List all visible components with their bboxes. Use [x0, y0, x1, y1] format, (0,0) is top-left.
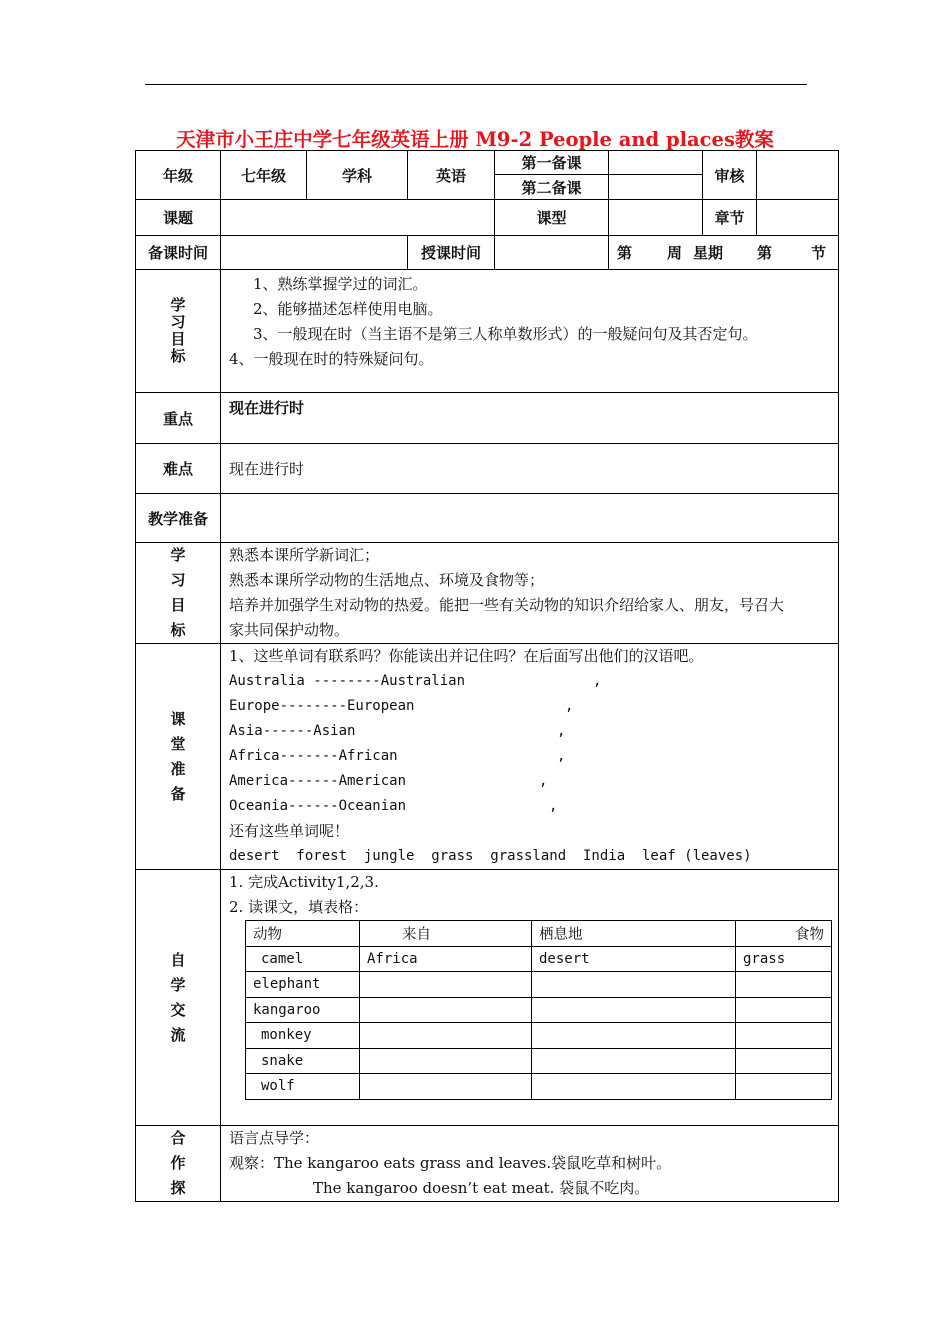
goal-item: 家共同保护动物。	[229, 621, 350, 639]
from-cell[interactable]	[360, 972, 532, 998]
type-label: 课型	[495, 200, 609, 236]
table-row	[246, 997, 832, 1023]
animal-cell: snake	[246, 1048, 360, 1074]
preparation-value[interactable]	[221, 494, 839, 543]
goal-item: 熟悉本课所学动物的生活地点、环境及食物等；	[229, 571, 545, 589]
food-cell[interactable]: grass	[736, 946, 832, 972]
from-cell[interactable]	[360, 1048, 532, 1074]
grade-label: 年级	[136, 151, 221, 200]
table-row	[246, 972, 832, 998]
class-prep-content	[221, 644, 839, 870]
habitat-cell[interactable]	[532, 972, 736, 998]
animal-cell: kangaroo	[246, 997, 360, 1023]
class-prep-label: 课 堂 准 备	[136, 644, 221, 870]
word-pair: Africa-------African ,	[229, 748, 566, 764]
cooperation-observe: 观察：The kangaroo eats grass and leaves.袋鼠吃草和树叶。	[229, 1154, 672, 1172]
from-cell[interactable]	[360, 997, 532, 1023]
prep-time-cell[interactable]	[221, 236, 408, 270]
objective-item: 4、一般现在时的特殊疑问句。	[229, 350, 434, 368]
table-row	[246, 1023, 832, 1049]
grade-value: 七年级	[221, 151, 307, 200]
subject-label: 学科	[307, 151, 408, 200]
cooperation-intro: 语言点导学：	[229, 1129, 320, 1147]
difficulty-value: 现在进行时	[221, 444, 839, 494]
more-words-label: 还有这些单词呢！	[229, 822, 350, 840]
habitat-cell[interactable]	[532, 1074, 736, 1100]
table-header: 食物	[736, 921, 832, 947]
animal-cell: monkey	[246, 1023, 360, 1049]
word-pair: Oceania------Oceanian ,	[229, 798, 558, 814]
table-row	[246, 1048, 832, 1074]
food-cell[interactable]	[736, 1048, 832, 1074]
goals-label: 学 习 目 标	[136, 543, 221, 644]
cooperation-content	[221, 1126, 839, 1202]
second-prep-cell[interactable]	[609, 175, 703, 200]
first-prep-label: 第一备课	[495, 151, 609, 175]
food-cell[interactable]	[736, 997, 832, 1023]
first-prep-cell[interactable]	[609, 151, 703, 175]
preparation-label: 教学准备	[136, 494, 221, 543]
food-cell[interactable]	[736, 1023, 832, 1049]
from-cell[interactable]	[360, 1074, 532, 1100]
table-header: 动物	[246, 921, 360, 947]
animal-cell: elephant	[246, 972, 360, 998]
habitat-cell[interactable]: desert	[532, 946, 736, 972]
subject-value: 英语	[408, 151, 495, 200]
table-row	[246, 1074, 832, 1100]
table-row	[246, 946, 832, 972]
goal-item: 熟悉本课所学新词汇；	[229, 546, 380, 564]
class-prep-intro: 1、这些单词有联系吗？你能读出并记住吗？在后面写出他们的汉语吧。	[229, 647, 704, 665]
from-cell[interactable]	[360, 1023, 532, 1049]
habitat-cell[interactable]	[532, 1048, 736, 1074]
word-pair: Asia------Asian ,	[229, 723, 566, 739]
word-pair: Europe--------European ,	[229, 698, 574, 714]
word-pair: America------American ,	[229, 773, 548, 789]
goal-item: 培养并加强学生对动物的热爱。能把一些有关动物的知识介绍给家人、朋友，号召大	[229, 596, 785, 614]
objective-item: 1、熟练掌握学过的词汇。	[253, 275, 428, 293]
key-point-label: 重点	[136, 393, 221, 444]
animal-table	[245, 920, 832, 1100]
header-rule	[145, 84, 807, 85]
teach-time-label: 授课时间	[408, 236, 495, 270]
topic-label: 课题	[136, 200, 221, 236]
table-header: 栖息地	[532, 921, 736, 947]
cooperation-example: The kangaroo doesn’t eat meat. 袋鼠不吃肉。	[313, 1179, 650, 1197]
difficulty-label: 难点	[136, 444, 221, 494]
objectives-content	[221, 270, 839, 393]
objectives-label: 学 习 目 标	[136, 270, 221, 393]
animal-cell: camel	[246, 946, 360, 972]
period-cell: 第 周 星期 第 节	[609, 236, 839, 270]
goals-content	[221, 543, 839, 644]
prep-time-label: 备课时间	[136, 236, 221, 270]
second-prep-label: 第二备课	[495, 175, 609, 200]
self-study-step: 2. 读课文，填表格：	[229, 898, 369, 916]
animal-cell: wolf	[246, 1074, 360, 1100]
key-point-value: 现在进行时	[221, 393, 839, 444]
food-cell[interactable]	[736, 1074, 832, 1100]
self-study-step: 1. 完成Activity1,2,3.	[229, 873, 379, 891]
teach-time-cell[interactable]	[495, 236, 609, 270]
self-study-content	[221, 870, 839, 1126]
topic-cell[interactable]	[221, 200, 495, 236]
review-cell[interactable]	[757, 151, 839, 200]
habitat-cell[interactable]	[532, 997, 736, 1023]
chapter-cell[interactable]	[757, 200, 839, 236]
type-cell[interactable]	[609, 200, 703, 236]
objective-item: 2、能够描述怎样使用电脑。	[253, 300, 443, 318]
food-cell[interactable]	[736, 972, 832, 998]
cooperation-label: 合 作 探	[136, 1126, 221, 1202]
self-study-label: 自 学 交 流	[136, 870, 221, 1126]
objective-item: 3、一般现在时（当主语不是第三人称单数形式）的一般疑问句及其否定句。	[253, 325, 758, 343]
table-header: 来自	[360, 921, 532, 947]
lesson-plan-table	[135, 150, 839, 1202]
chapter-label: 章节	[703, 200, 757, 236]
more-words: desert forest jungle grass grassland India leaf (leaves)	[229, 848, 752, 864]
page-title: 天津市小王庄中学七年级英语上册 M9-2 People and places教案	[176, 128, 774, 151]
from-cell[interactable]: Africa	[360, 946, 532, 972]
word-pair: Australia --------Australian ,	[229, 673, 602, 689]
review-label: 审核	[703, 151, 757, 200]
habitat-cell[interactable]	[532, 1023, 736, 1049]
